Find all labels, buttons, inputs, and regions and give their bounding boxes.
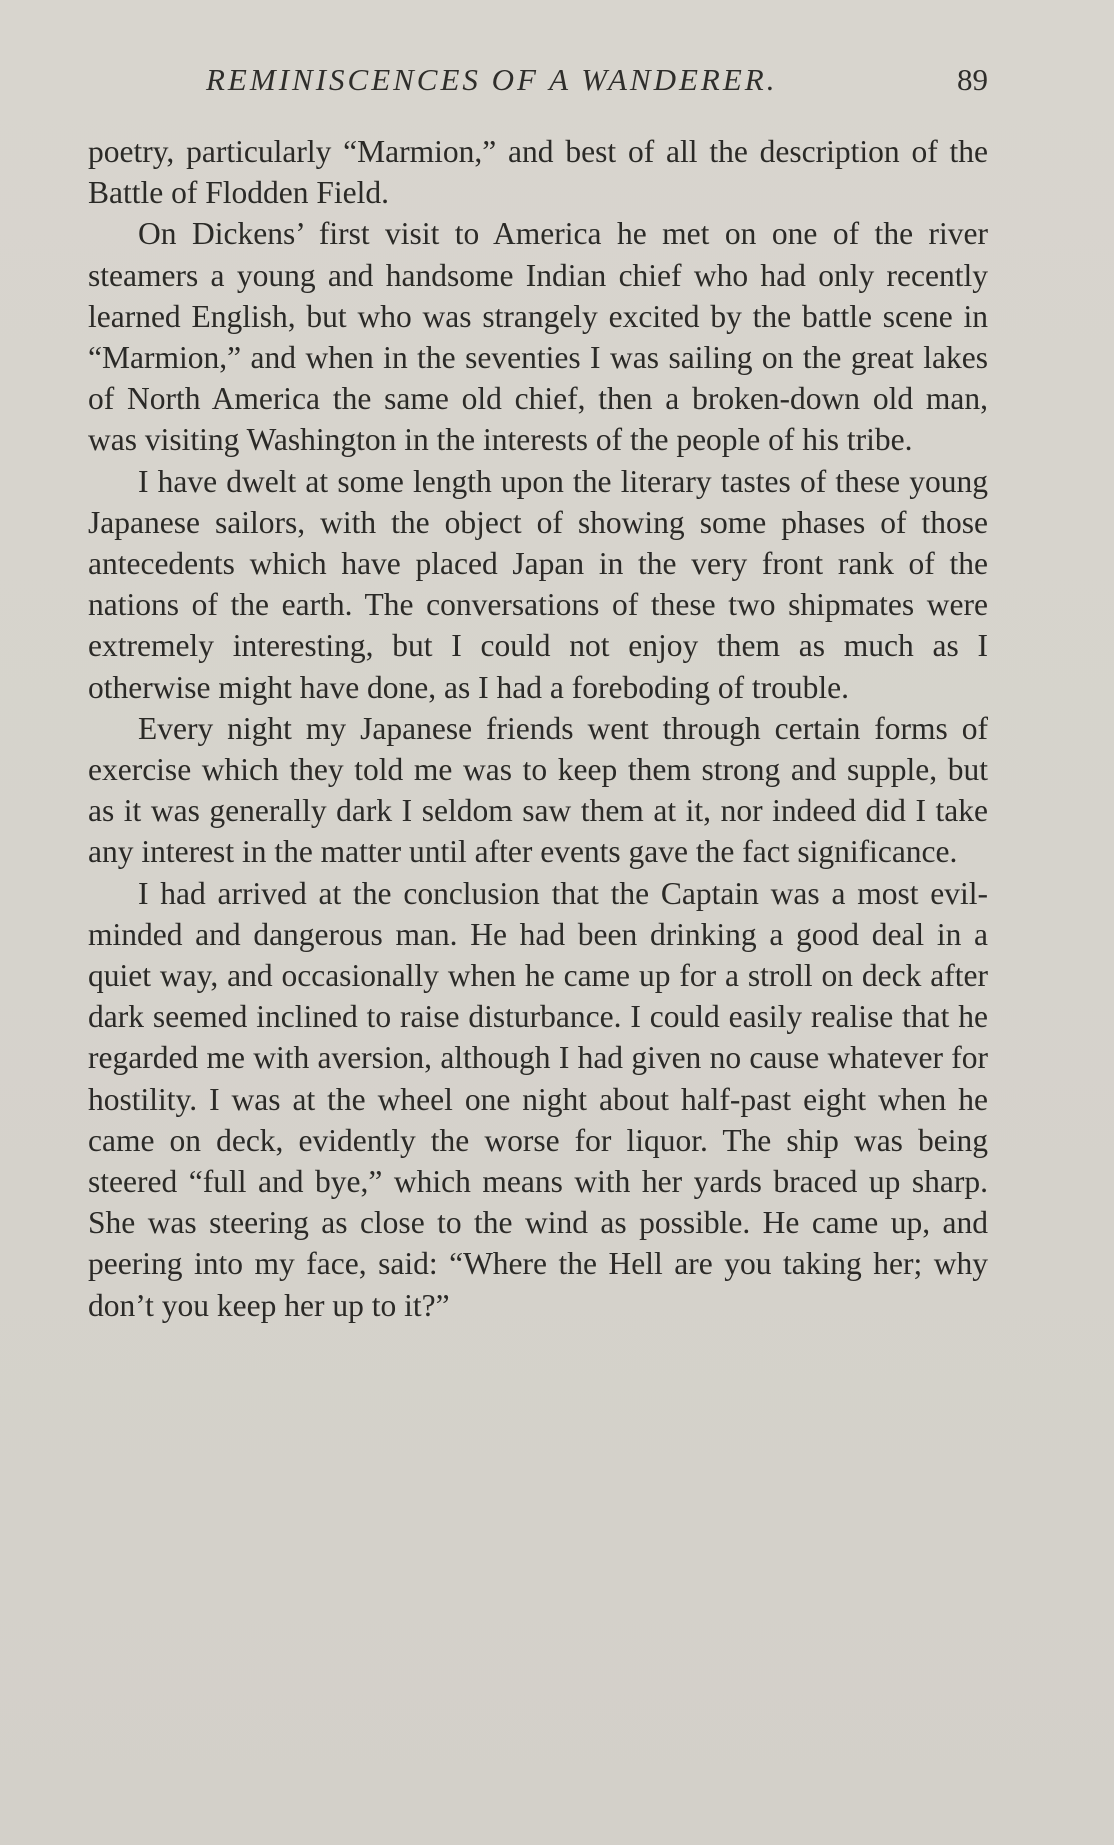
running-title: REMINISCENCES OF A WANDERER. <box>206 62 778 97</box>
paragraph-dickens-visit: On Dickens’ first visit to America he met on one of the river steamers a young and handsome Indian chief who had only recently learned English, but who was strangely excited by the battle scene in “Marmion,” and when in the seventies I was sailing on the great lakes of North America the same old chief, then a broken-down old man, was visiting Washington in the interests of the people of his tribe. <box>88 216 988 458</box>
paragraph-continued: poetry, particularly “Marmion,” and best of all the description of the Battle of Flodden Field. <box>88 134 988 211</box>
page-number: 89 <box>957 62 988 97</box>
running-head <box>88 62 988 102</box>
paragraph-captain: I had arrived at the conclusion that the Captain was a most evil-minded and dangerous man. He had been drinking a good deal in a quiet way, and occasionally when he came up for a stroll on deck after dark seemed inclined to raise disturbance. I could easily realise that he regarded me with aversion, although I had given no cause whatever for hostility. I was at the wheel one night about half-past eight when he came on deck, evidently the worse for liquor. The ship was being steered “full and bye,” which means with her yards braced up sharp. She was steering as close to the wind as possible. He came up, and peering into my face, said: “Where the Hell are you taking her; why don’t you keep her up to it?” <box>88 875 988 1323</box>
paragraph-exercise: Every night my Japanese friends went through certain forms of exercise which they told me was to keep them strong and supple, but as it was generally dark I seldom saw them at it, nor indeed did I take any interest in the matter until after events gave the fact significance. <box>88 710 988 870</box>
body-text <box>88 131 988 1326</box>
paragraph-literary-tastes: I have dwelt at some length upon the literary tastes of these young Japanese sailors, with the object of showing some phases of those antecedents which have placed Japan in the very front rank of the nations of the earth. The conversations of these two shipmates were extremely interesting, but I could not enjoy them as much as I otherwise might have done, as I had a foreboding of trouble. <box>88 463 988 705</box>
